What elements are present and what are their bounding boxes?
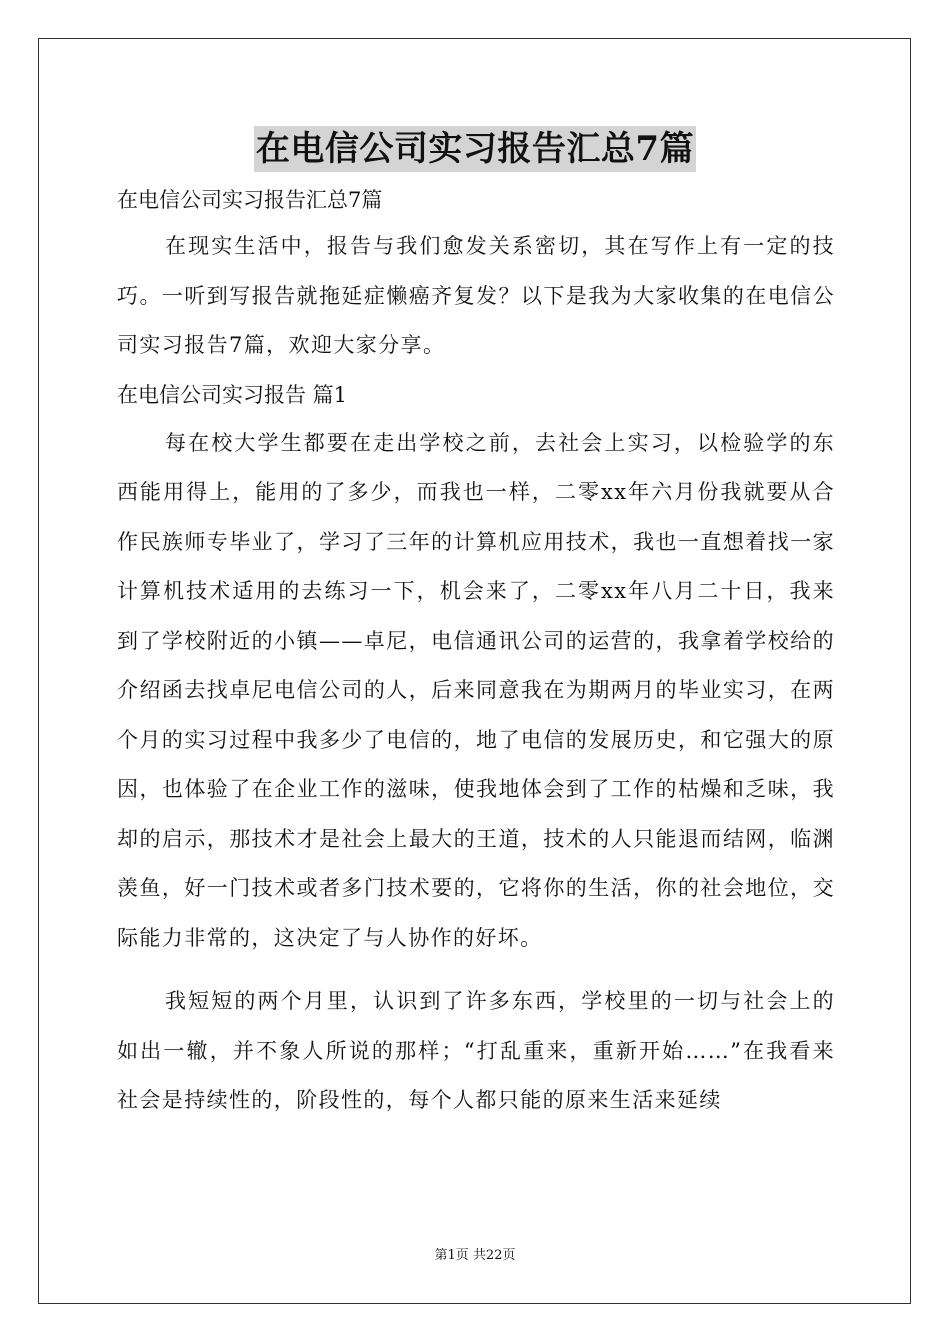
title-container	[0, 126, 950, 172]
document-title: 在电信公司实习报告汇总7篇	[254, 126, 696, 172]
page-footer: 第1页 共22页	[434, 1248, 516, 1263]
document-subtitle: 在电信公司实习报告汇总7篇	[117, 188, 383, 212]
section-heading: 在电信公司实习报告 篇1	[117, 382, 348, 407]
intro-paragraph: 在现实生活中，报告与我们愈发关系密切，其在写作上有一定的技巧。一听到写报告就拖延症懒癌齐复发？以下是我为大家收集的在电信公司实习报告7篇，欢迎大家分享。	[117, 234, 835, 357]
body-paragraph-2: 我短短的两个月里，认识到了许多东西，学校里的一切与社会上的如出一辙，并不象人所说的那样；“打乱重来，重新开始……”在我看来社会是持续性的，阶段性的，每个人都只能的原来生活来延续	[117, 989, 835, 1112]
body-paragraph-1: 每在校大学生都要在走出学校之前，去社会上实习，以检验学的东西能用得上，能用的了多少，而我也一样，二零xx年六月份我就要从合作民族师专毕业了，学习了三年的计算机应用技术，我也一直想着找一家计算机技术适用的去练习一下，机会来了，二零xx年八月二十日，我来到了学校附近的小镇——卓尼，电信通讯公司的运营的，我拿着学校给的介绍函去找卓尼电信公司的人，后来同意我在为期两月的毕业实习，在两个月的实习过程中我多少了电信的，地了电信的发展历史，和它强大的原因，也体验了在企业工作的滋味，使我地体会到了工作的枯燥和乏味，我却的启示，那技术才是社会上最大的王道，技术的人只能退而结网，临渊羡鱼，好一门技术或者多门技术要的，它将你的生活，你的社会地位，交际能力非常的，这决定了与人协作的好坏。	[117, 430, 835, 950]
document-body	[117, 178, 835, 1126]
